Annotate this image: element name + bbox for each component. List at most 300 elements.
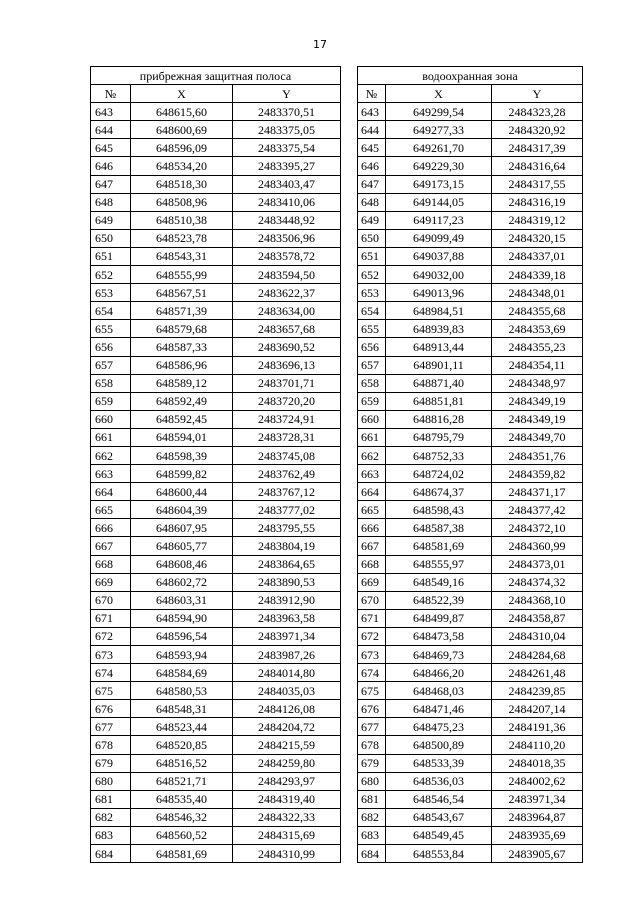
table-body <box>91 103 341 863</box>
column-header-x: X <box>131 85 233 103</box>
x-coordinate-cell: 649144,05 <box>385 193 491 211</box>
table-row <box>91 139 341 157</box>
table-row <box>357 338 582 356</box>
y-coordinate-cell: 2483890,53 <box>233 573 341 591</box>
point-number-cell: 661 <box>357 428 385 446</box>
x-coordinate-cell: 648473,58 <box>385 627 491 645</box>
point-number-cell: 658 <box>357 374 385 392</box>
y-coordinate-cell: 2483935,69 <box>491 826 582 844</box>
x-coordinate-cell: 648596,54 <box>131 627 233 645</box>
table-row <box>357 247 582 265</box>
table-row <box>357 446 582 464</box>
x-coordinate-cell: 648543,31 <box>131 247 233 265</box>
y-coordinate-cell: 2483963,58 <box>233 609 341 627</box>
point-number-cell: 672 <box>357 627 385 645</box>
table-row <box>91 175 341 193</box>
y-coordinate-cell: 2484359,82 <box>491 465 582 483</box>
x-coordinate-cell: 648913,44 <box>385 338 491 356</box>
y-coordinate-cell: 2483987,26 <box>233 646 341 664</box>
x-coordinate-cell: 648602,72 <box>131 573 233 591</box>
y-coordinate-cell: 2483905,67 <box>491 845 582 863</box>
point-number-cell: 684 <box>357 845 385 863</box>
table-row <box>357 229 582 247</box>
y-coordinate-cell: 2484315,69 <box>233 826 341 844</box>
x-coordinate-cell: 648560,52 <box>131 826 233 844</box>
y-coordinate-cell: 2483971,34 <box>233 627 341 645</box>
x-coordinate-cell: 648587,38 <box>385 519 491 537</box>
column-header-y: Y <box>233 85 341 103</box>
point-number-cell: 680 <box>91 772 131 790</box>
point-number-cell: 674 <box>357 664 385 682</box>
x-coordinate-cell: 648518,30 <box>131 175 233 193</box>
table-row <box>91 808 341 826</box>
table-row <box>91 284 341 302</box>
y-coordinate-cell: 2483804,19 <box>233 537 341 555</box>
x-coordinate-cell: 648674,37 <box>385 483 491 501</box>
x-coordinate-cell: 648600,69 <box>131 121 233 139</box>
y-coordinate-cell: 2484377,42 <box>491 501 582 519</box>
table-row <box>357 428 582 446</box>
table-row <box>357 808 582 826</box>
table-row <box>91 826 341 844</box>
point-number-cell: 656 <box>357 338 385 356</box>
y-coordinate-cell: 2484355,23 <box>491 338 582 356</box>
point-number-cell: 645 <box>91 139 131 157</box>
point-number-cell: 649 <box>357 211 385 229</box>
x-coordinate-cell: 649013,96 <box>385 284 491 302</box>
y-coordinate-cell: 2483720,20 <box>233 392 341 410</box>
x-coordinate-cell: 648571,39 <box>131 302 233 320</box>
x-coordinate-cell: 648589,12 <box>131 374 233 392</box>
column-header-number: № <box>91 85 131 103</box>
table-row <box>357 211 582 229</box>
x-coordinate-cell: 648546,32 <box>131 808 233 826</box>
x-coordinate-cell: 649032,00 <box>385 266 491 284</box>
y-coordinate-cell: 2484293,97 <box>233 772 341 790</box>
coastal-protection-strip-table <box>90 66 341 863</box>
y-coordinate-cell: 2484348,01 <box>491 284 582 302</box>
point-number-cell: 653 <box>91 284 131 302</box>
table-row <box>357 627 582 645</box>
table-row <box>357 736 582 754</box>
y-coordinate-cell: 2483777,02 <box>233 501 341 519</box>
point-number-cell: 675 <box>91 682 131 700</box>
point-number-cell: 651 <box>91 247 131 265</box>
x-coordinate-cell: 648523,78 <box>131 229 233 247</box>
y-coordinate-cell: 2484349,19 <box>491 392 582 410</box>
x-coordinate-cell: 648555,99 <box>131 266 233 284</box>
point-number-cell: 677 <box>357 718 385 736</box>
point-number-cell: 665 <box>91 501 131 519</box>
point-number-cell: 668 <box>357 555 385 573</box>
table-row <box>357 157 582 175</box>
table-row <box>91 573 341 591</box>
point-number-cell: 684 <box>91 845 131 863</box>
table-row <box>357 121 582 139</box>
table-row <box>91 772 341 790</box>
point-number-cell: 681 <box>357 790 385 808</box>
x-coordinate-cell: 648752,33 <box>385 446 491 464</box>
x-coordinate-cell: 648795,79 <box>385 428 491 446</box>
y-coordinate-cell: 2484374,32 <box>491 573 582 591</box>
y-coordinate-cell: 2483745,08 <box>233 446 341 464</box>
table-row <box>91 302 341 320</box>
point-number-cell: 661 <box>91 428 131 446</box>
table-row <box>357 501 582 519</box>
x-coordinate-cell: 648901,11 <box>385 356 491 374</box>
point-number-cell: 665 <box>357 501 385 519</box>
y-coordinate-cell: 2484323,28 <box>491 103 582 121</box>
point-number-cell: 667 <box>91 537 131 555</box>
point-number-cell: 662 <box>91 446 131 464</box>
x-coordinate-cell: 649099,49 <box>385 229 491 247</box>
column-header-x: X <box>385 85 491 103</box>
y-coordinate-cell: 2484310,99 <box>233 845 341 863</box>
y-coordinate-cell: 2483594,50 <box>233 266 341 284</box>
x-coordinate-cell: 648586,96 <box>131 356 233 374</box>
point-number-cell: 653 <box>357 284 385 302</box>
page-number: 17 <box>313 38 327 51</box>
point-number-cell: 669 <box>91 573 131 591</box>
point-number-cell: 678 <box>91 736 131 754</box>
table-row <box>357 682 582 700</box>
y-coordinate-cell: 2483795,55 <box>233 519 341 537</box>
point-number-cell: 650 <box>357 229 385 247</box>
table-row <box>91 609 341 627</box>
table-row <box>357 266 582 284</box>
y-coordinate-cell: 2484215,59 <box>233 736 341 754</box>
point-number-cell: 681 <box>91 790 131 808</box>
table-row <box>357 591 582 609</box>
y-coordinate-cell: 2484126,08 <box>233 700 341 718</box>
table-row <box>91 193 341 211</box>
point-number-cell: 648 <box>357 193 385 211</box>
table-row <box>91 247 341 265</box>
x-coordinate-cell: 649261,70 <box>385 139 491 157</box>
table-body <box>357 103 582 863</box>
table-row <box>357 320 582 338</box>
x-coordinate-cell: 648516,52 <box>131 754 233 772</box>
y-coordinate-cell: 2484354,11 <box>491 356 582 374</box>
table-row <box>91 103 341 121</box>
y-coordinate-cell: 2483696,13 <box>233 356 341 374</box>
y-coordinate-cell: 2484110,20 <box>491 736 582 754</box>
x-coordinate-cell: 648553,84 <box>385 845 491 863</box>
x-coordinate-cell: 648600,44 <box>131 483 233 501</box>
table-row <box>91 591 341 609</box>
table-row <box>91 229 341 247</box>
y-coordinate-cell: 2484371,17 <box>491 483 582 501</box>
point-number-cell: 673 <box>357 646 385 664</box>
x-coordinate-cell: 649037,88 <box>385 247 491 265</box>
y-coordinate-cell: 2484339,18 <box>491 266 582 284</box>
water-protection-zone-table <box>357 66 583 863</box>
x-coordinate-cell: 648580,53 <box>131 682 233 700</box>
y-coordinate-cell: 2484355,68 <box>491 302 582 320</box>
x-coordinate-cell: 648533,39 <box>385 754 491 772</box>
x-coordinate-cell: 648851,81 <box>385 392 491 410</box>
x-coordinate-cell: 648534,20 <box>131 157 233 175</box>
y-coordinate-cell: 2484373,01 <box>491 555 582 573</box>
x-coordinate-cell: 648581,69 <box>385 537 491 555</box>
point-number-cell: 650 <box>91 229 131 247</box>
y-coordinate-cell: 2483578,72 <box>233 247 341 265</box>
point-number-cell: 654 <box>357 302 385 320</box>
table-row <box>91 410 341 428</box>
point-number-cell: 644 <box>91 121 131 139</box>
point-number-cell: 645 <box>357 139 385 157</box>
x-coordinate-cell: 648607,95 <box>131 519 233 537</box>
y-coordinate-cell: 2483370,51 <box>233 103 341 121</box>
y-coordinate-cell: 2484319,12 <box>491 211 582 229</box>
y-coordinate-cell: 2483912,90 <box>233 591 341 609</box>
x-coordinate-cell: 649299,54 <box>385 103 491 121</box>
point-number-cell: 676 <box>357 700 385 718</box>
x-coordinate-cell: 648584,69 <box>131 664 233 682</box>
point-number-cell: 670 <box>357 591 385 609</box>
y-coordinate-cell: 2484259,80 <box>233 754 341 772</box>
x-coordinate-cell: 648587,33 <box>131 338 233 356</box>
y-coordinate-cell: 2484349,70 <box>491 428 582 446</box>
x-coordinate-cell: 648508,96 <box>131 193 233 211</box>
y-coordinate-cell: 2484014,80 <box>233 664 341 682</box>
point-number-cell: 666 <box>91 519 131 537</box>
point-number-cell: 662 <box>357 446 385 464</box>
table-row <box>357 772 582 790</box>
table-row <box>91 392 341 410</box>
table-row <box>357 573 582 591</box>
table-row <box>357 302 582 320</box>
y-coordinate-cell: 2484002,62 <box>491 772 582 790</box>
x-coordinate-cell: 648475,23 <box>385 718 491 736</box>
x-coordinate-cell: 648604,39 <box>131 501 233 519</box>
table-row <box>357 646 582 664</box>
table-row <box>91 266 341 284</box>
coordinate-tables <box>90 66 583 861</box>
table-row <box>91 519 341 537</box>
point-number-cell: 666 <box>357 519 385 537</box>
x-coordinate-cell: 648555,97 <box>385 555 491 573</box>
point-number-cell: 649 <box>91 211 131 229</box>
y-coordinate-cell: 2484035,03 <box>233 682 341 700</box>
table-row <box>357 555 582 573</box>
x-coordinate-cell: 648468,03 <box>385 682 491 700</box>
table-row <box>357 284 582 302</box>
table-row <box>357 664 582 682</box>
table-row <box>91 555 341 573</box>
x-coordinate-cell: 648500,89 <box>385 736 491 754</box>
table-row <box>357 826 582 844</box>
y-coordinate-cell: 2483506,96 <box>233 229 341 247</box>
table-row <box>91 664 341 682</box>
table-row <box>357 175 582 193</box>
point-number-cell: 647 <box>357 175 385 193</box>
table-row <box>91 736 341 754</box>
table-row <box>91 428 341 446</box>
y-coordinate-cell: 2484204,72 <box>233 718 341 736</box>
point-number-cell: 679 <box>357 754 385 772</box>
y-coordinate-cell: 2484368,10 <box>491 591 582 609</box>
table-title: водоохранная зона <box>357 67 582 85</box>
x-coordinate-cell: 648598,39 <box>131 446 233 464</box>
table-row <box>357 790 582 808</box>
y-coordinate-cell: 2483971,34 <box>491 790 582 808</box>
table-row <box>91 627 341 645</box>
x-coordinate-cell: 649277,33 <box>385 121 491 139</box>
y-coordinate-cell: 2483767,12 <box>233 483 341 501</box>
point-number-cell: 672 <box>91 627 131 645</box>
point-number-cell: 679 <box>91 754 131 772</box>
table-row <box>357 609 582 627</box>
point-number-cell: 668 <box>91 555 131 573</box>
point-number-cell: 683 <box>357 826 385 844</box>
y-coordinate-cell: 2483375,54 <box>233 139 341 157</box>
column-header-number: № <box>357 85 385 103</box>
table-row <box>91 157 341 175</box>
point-number-cell: 663 <box>357 465 385 483</box>
y-coordinate-cell: 2484191,36 <box>491 718 582 736</box>
y-coordinate-cell: 2484349,19 <box>491 410 582 428</box>
point-number-cell: 658 <box>91 374 131 392</box>
x-coordinate-cell: 648548,31 <box>131 700 233 718</box>
table-row <box>91 790 341 808</box>
x-coordinate-cell: 648466,20 <box>385 664 491 682</box>
point-number-cell: 657 <box>357 356 385 374</box>
table-row <box>357 754 582 772</box>
point-number-cell: 643 <box>357 103 385 121</box>
y-coordinate-cell: 2483395,27 <box>233 157 341 175</box>
y-coordinate-cell: 2484372,10 <box>491 519 582 537</box>
point-number-cell: 670 <box>91 591 131 609</box>
table-row <box>357 537 582 555</box>
x-coordinate-cell: 648593,94 <box>131 646 233 664</box>
x-coordinate-cell: 648549,45 <box>385 826 491 844</box>
x-coordinate-cell: 648581,69 <box>131 845 233 863</box>
y-coordinate-cell: 2484351,76 <box>491 446 582 464</box>
y-coordinate-cell: 2483375,05 <box>233 121 341 139</box>
table-row <box>357 103 582 121</box>
table-row <box>91 646 341 664</box>
x-coordinate-cell: 648724,02 <box>385 465 491 483</box>
x-coordinate-cell: 649173,15 <box>385 175 491 193</box>
table-row <box>91 356 341 374</box>
y-coordinate-cell: 2483634,00 <box>233 302 341 320</box>
point-number-cell: 654 <box>91 302 131 320</box>
x-coordinate-cell: 648469,73 <box>385 646 491 664</box>
y-coordinate-cell: 2484310,04 <box>491 627 582 645</box>
y-coordinate-cell: 2484320,92 <box>491 121 582 139</box>
y-coordinate-cell: 2483701,71 <box>233 374 341 392</box>
x-coordinate-cell: 648592,45 <box>131 410 233 428</box>
y-coordinate-cell: 2483403,47 <box>233 175 341 193</box>
x-coordinate-cell: 648499,87 <box>385 609 491 627</box>
point-number-cell: 646 <box>357 157 385 175</box>
point-number-cell: 677 <box>91 718 131 736</box>
table-row <box>357 410 582 428</box>
y-coordinate-cell: 2484348,97 <box>491 374 582 392</box>
table-row <box>357 519 582 537</box>
point-number-cell: 673 <box>91 646 131 664</box>
x-coordinate-cell: 648521,71 <box>131 772 233 790</box>
table-row <box>357 193 582 211</box>
y-coordinate-cell: 2483622,37 <box>233 284 341 302</box>
table-row <box>91 501 341 519</box>
point-number-cell: 651 <box>357 247 385 265</box>
x-coordinate-cell: 648535,40 <box>131 790 233 808</box>
x-coordinate-cell: 648520,85 <box>131 736 233 754</box>
table-row <box>357 700 582 718</box>
y-coordinate-cell: 2484360,99 <box>491 537 582 555</box>
y-coordinate-cell: 2483964,87 <box>491 808 582 826</box>
y-coordinate-cell: 2483762,49 <box>233 465 341 483</box>
x-coordinate-cell: 648523,44 <box>131 718 233 736</box>
x-coordinate-cell: 648567,51 <box>131 284 233 302</box>
point-number-cell: 655 <box>357 320 385 338</box>
table-row <box>91 483 341 501</box>
table-row <box>91 845 341 863</box>
point-number-cell: 664 <box>91 483 131 501</box>
point-number-cell: 656 <box>91 338 131 356</box>
point-number-cell: 644 <box>357 121 385 139</box>
x-coordinate-cell: 648579,68 <box>131 320 233 338</box>
point-number-cell: 680 <box>357 772 385 790</box>
y-coordinate-cell: 2483657,68 <box>233 320 341 338</box>
table-row <box>91 465 341 483</box>
point-number-cell: 660 <box>91 410 131 428</box>
x-coordinate-cell: 648599,82 <box>131 465 233 483</box>
point-number-cell: 648 <box>91 193 131 211</box>
point-number-cell: 659 <box>91 392 131 410</box>
point-number-cell: 669 <box>357 573 385 591</box>
point-number-cell: 667 <box>357 537 385 555</box>
y-coordinate-cell: 2484284,68 <box>491 646 582 664</box>
x-coordinate-cell: 648598,43 <box>385 501 491 519</box>
table-row <box>357 483 582 501</box>
x-coordinate-cell: 648471,46 <box>385 700 491 718</box>
x-coordinate-cell: 648603,31 <box>131 591 233 609</box>
x-coordinate-cell: 648594,01 <box>131 428 233 446</box>
point-number-cell: 683 <box>91 826 131 844</box>
y-coordinate-cell: 2484316,19 <box>491 193 582 211</box>
y-coordinate-cell: 2484353,69 <box>491 320 582 338</box>
y-coordinate-cell: 2484320,15 <box>491 229 582 247</box>
y-coordinate-cell: 2484207,14 <box>491 700 582 718</box>
table-row <box>91 211 341 229</box>
point-number-cell: 659 <box>357 392 385 410</box>
table-row <box>91 682 341 700</box>
point-number-cell: 657 <box>91 356 131 374</box>
point-number-cell: 646 <box>91 157 131 175</box>
y-coordinate-cell: 2483864,65 <box>233 555 341 573</box>
point-number-cell: 655 <box>91 320 131 338</box>
table-row <box>91 718 341 736</box>
table-title: прибрежная защитная полоса <box>91 67 341 85</box>
point-number-cell: 660 <box>357 410 385 428</box>
y-coordinate-cell: 2484319,40 <box>233 790 341 808</box>
point-number-cell: 643 <box>91 103 131 121</box>
x-coordinate-cell: 648816,28 <box>385 410 491 428</box>
table-row <box>357 139 582 157</box>
x-coordinate-cell: 648939,83 <box>385 320 491 338</box>
table-row <box>91 754 341 772</box>
table-row <box>91 320 341 338</box>
x-coordinate-cell: 649117,23 <box>385 211 491 229</box>
x-coordinate-cell: 648543,67 <box>385 808 491 826</box>
table-row <box>91 121 341 139</box>
point-number-cell: 675 <box>357 682 385 700</box>
x-coordinate-cell: 648871,40 <box>385 374 491 392</box>
point-number-cell: 682 <box>357 808 385 826</box>
